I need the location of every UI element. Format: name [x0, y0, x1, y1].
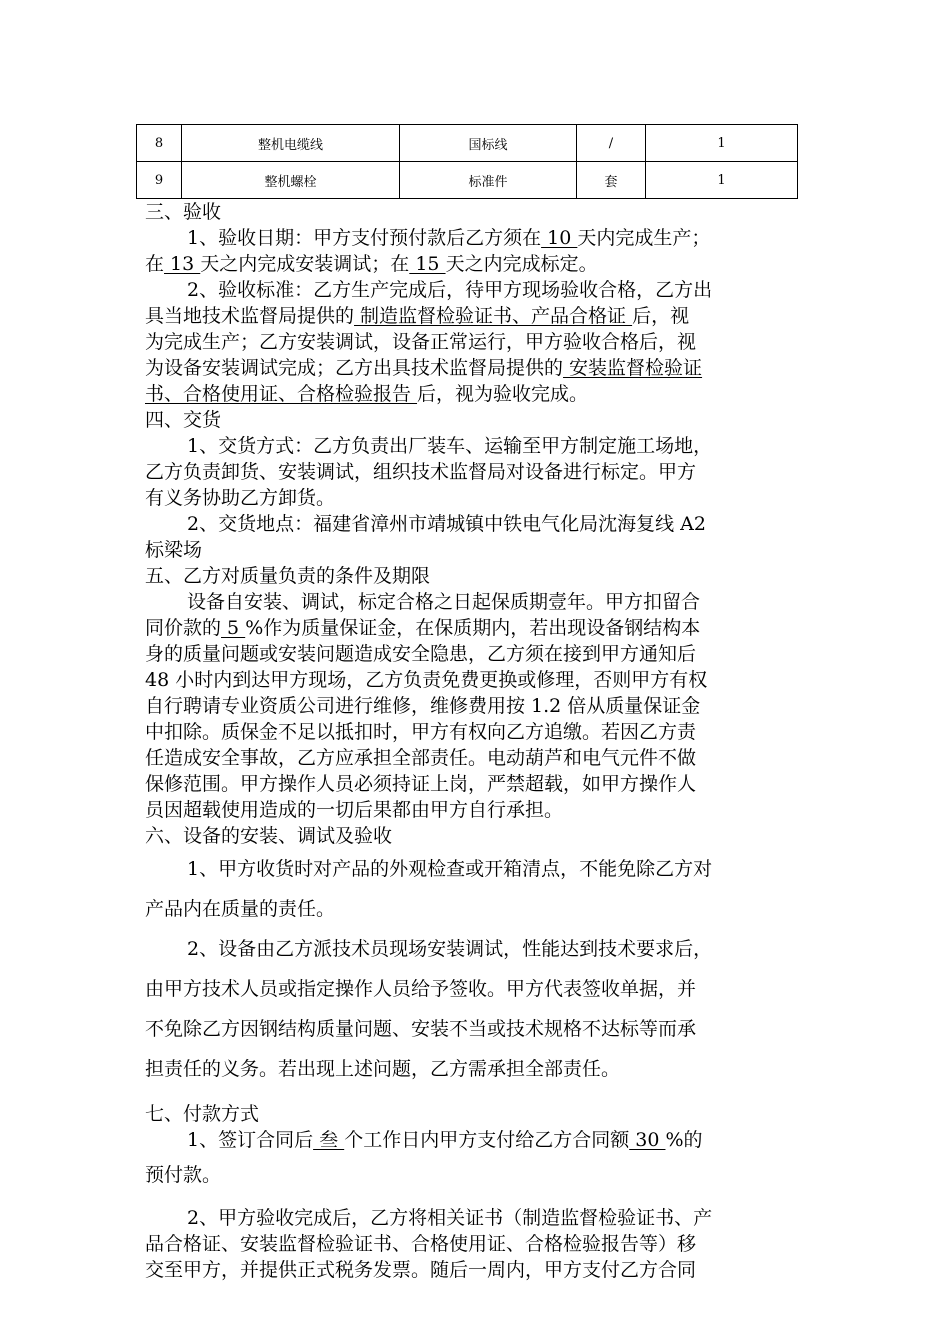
item-qty: 1	[646, 162, 798, 199]
installation-certificates-cont: 书、合格使用证、合格检验报告	[145, 383, 418, 405]
warranty-line3: 身的质量问题或安装问题造成安全隐患，乙方须在接到甲方通知后	[145, 643, 697, 665]
table-row	[137, 125, 798, 162]
item-name: 整机电缆线	[182, 125, 400, 162]
delivery-method-line2: 乙方负责卸货、安装调试，组织技术监督局对设备进行标定。甲方	[145, 461, 697, 483]
delivery-location-line2: 标梁场	[145, 539, 203, 561]
payment-p2-line1: 2、甲方验收完成后，乙方将相关证书（制造监督检验证书、产	[187, 1207, 713, 1229]
item-qty: 1	[646, 125, 798, 162]
warranty-line8: 保修范围。甲方操作人员必须持证上岗，严禁超载，如甲方操作人	[145, 773, 697, 795]
installation-certificates: 安装监督检验证	[563, 357, 703, 379]
warranty-line9: 员因超载使用造成的一切后果都由甲方自行承担。	[145, 799, 564, 821]
warranty-line2: 同价款的 5 %作为质量保证金，在保质期内，若出现设备钢结构本	[145, 617, 701, 639]
acceptance-date-line2: 在 13 天之内完成安装调试；在 15 天之内完成标定。	[145, 253, 598, 275]
acceptance-date-paragraph: 1、验收日期：甲方支付预付款后乙方须在 10 天内完成生产；	[187, 227, 711, 249]
row-number: 8	[137, 125, 182, 162]
warranty-line6: 中扣除。质保金不足以抵扣时，甲方有权向乙方追缴。若因乙方责	[145, 721, 697, 743]
installation-p2-line3: 不免除乙方因钢结构质量问题、安装不当或技术规格不达标等而承	[145, 1018, 697, 1040]
payment-p2-line2: 品合格证、安装监督检验证书、合格使用证、合格检验报告等）移	[145, 1233, 697, 1255]
row-number: 9	[137, 162, 182, 199]
delivery-method-line1: 1、交货方式：乙方负责出厂装车、运输至甲方制定施工场地，	[187, 435, 713, 457]
installation-p2-line1: 2、设备由乙方派技术员现场安装调试，性能达到技术要求后，	[187, 938, 713, 960]
warranty-line1: 设备自安装、调试，标定合格之日起保质期壹年。甲方扣留合	[187, 591, 701, 613]
item-unit: /	[577, 125, 646, 162]
warranty-line7: 任造成安全事故，乙方应承担全部责任。电动葫芦和电气元件不做	[145, 747, 697, 769]
section-heading-payment: 七、付款方式	[145, 1103, 260, 1125]
install-days: 13	[164, 253, 201, 275]
contract-body	[145, 199, 810, 1283]
acceptance-standard-line2: 具当地技术监督局提供的 制造监督检验证书、产品合格证 后，视	[145, 305, 690, 327]
working-days: 叁	[313, 1129, 345, 1151]
item-spec: 标准件	[400, 162, 577, 199]
section-heading-delivery: 四、交货	[145, 409, 222, 431]
item-spec: 国标线	[400, 125, 577, 162]
payment-p1-line2: 预付款。	[145, 1164, 222, 1186]
equipment-table	[136, 124, 798, 199]
installation-p1-line2: 产品内在质量的责任。	[145, 898, 336, 920]
table-row	[137, 162, 798, 199]
item-name: 整机螺栓	[182, 162, 400, 199]
calibration-days: 15	[409, 253, 446, 275]
installation-p2-line2: 由甲方技术人员或指定操作人员给予签收。甲方代表签收单据，并	[145, 978, 697, 1000]
section-heading-acceptance: 三、验收	[145, 201, 222, 223]
retention-percent: 5	[221, 617, 246, 639]
acceptance-standard-line3: 为完成生产；乙方安装调试，设备正常运行，甲方验收合格后，视	[145, 331, 697, 353]
installation-p2-line4: 担责任的义务。若出现上述问题，乙方需承担全部责任。	[145, 1058, 621, 1080]
payment-p2-line3: 交至甲方，并提供正式税务发票。随后一周内，甲方支付乙方合同	[145, 1259, 697, 1281]
spacer	[145, 1089, 810, 1101]
production-days: 10	[541, 227, 578, 249]
acceptance-standard-line4: 为设备安装调试完成；乙方出具技术监督局提供的 安装监督检验证	[145, 357, 703, 379]
acceptance-standard-line1: 2、验收标准：乙方生产完成后，待甲方现场验收合格，乙方出	[187, 279, 713, 301]
section-heading-warranty: 五、乙方对质量负责的条件及期限	[145, 565, 431, 587]
advance-percent: 30	[629, 1129, 666, 1151]
production-certificates: 制造监督检验证书、产品合格证	[354, 305, 633, 327]
section-heading-installation: 六、设备的安装、调试及验收	[145, 825, 393, 847]
warranty-line5: 自行聘请专业资质公司进行维修，维修费用按 1.2 倍从质量保证金	[145, 695, 701, 717]
acceptance-standard-line5: 书、合格使用证、合格检验报告 后，视为验收完成。	[145, 383, 589, 405]
installation-p1-line1: 1、甲方收货时对产品的外观检查或开箱清点，不能免除乙方对	[187, 858, 713, 880]
payment-p1-line1: 1、签订合同后 叁 个工作日内甲方支付给乙方合同额 30 %的	[187, 1129, 703, 1151]
item-unit: 套	[577, 162, 646, 199]
delivery-location-line1: 2、交货地点：福建省漳州市靖城镇中铁电气化局沈海复线 A2	[187, 513, 706, 535]
delivery-method-line3: 有义务协助乙方卸货。	[145, 487, 336, 509]
warranty-line4: 48 小时内到达甲方现场，乙方负责免费更换或修理，否则甲方有权	[145, 669, 708, 691]
